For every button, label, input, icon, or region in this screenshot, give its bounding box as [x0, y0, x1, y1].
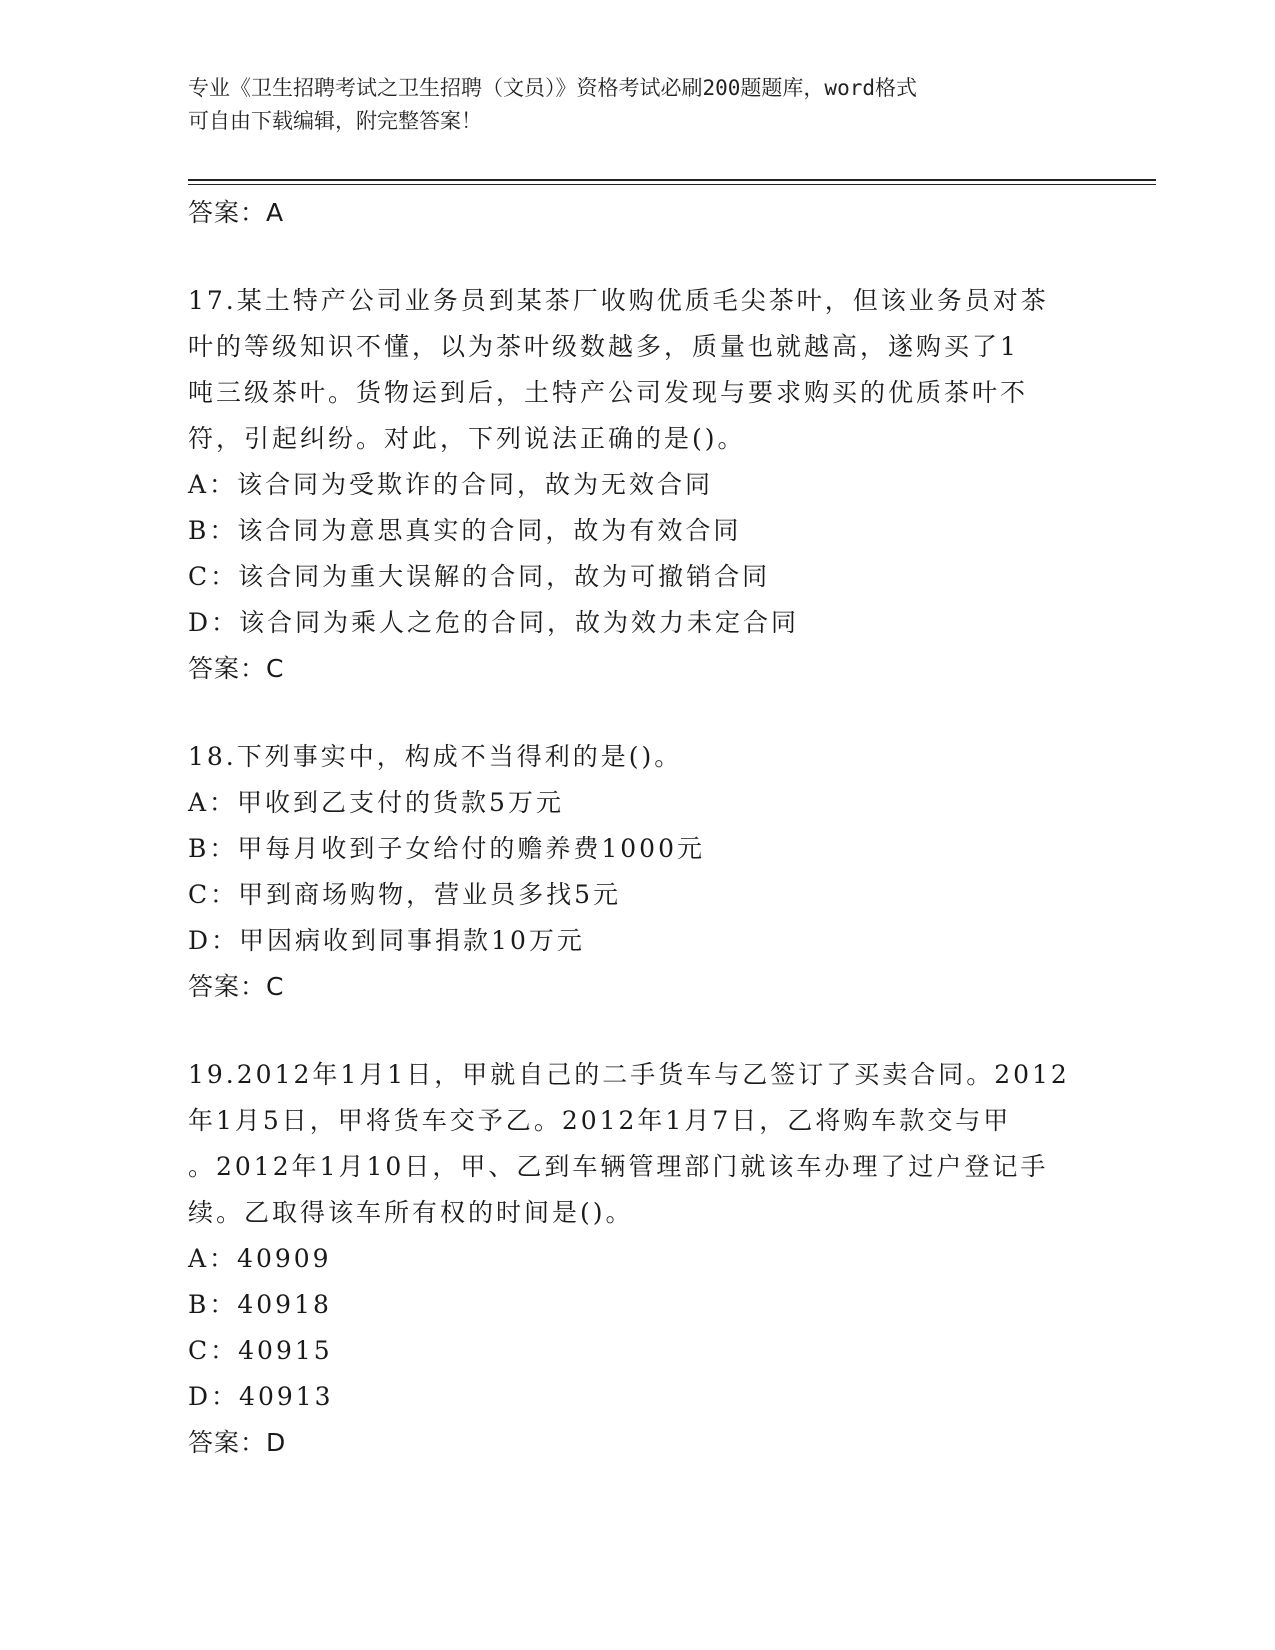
spacer	[188, 692, 1088, 734]
option-c: C：甲到商场购物，营业员多找5元	[188, 880, 622, 909]
question-stem-line: 叶的等级知识不懂，以为茶叶级数越多，质量也就越高，遂购买了1	[188, 332, 1019, 361]
answer-line: 答案：A	[188, 198, 285, 227]
option-a: A：该合同为受欺诈的合同，故为无效合同	[188, 470, 714, 499]
option-c: C：40915	[188, 1336, 333, 1365]
question-stem-line: 符，引起纠纷。对此，下列说法正确的是()。	[188, 424, 746, 453]
option-d: D：甲因病收到同事捐款10万元	[188, 926, 585, 955]
answer-line: 答案：D	[188, 1428, 287, 1457]
question-17	[188, 278, 1088, 692]
option-d: D：40913	[188, 1382, 334, 1411]
header-line: 专业《卫生招聘考试之卫生招聘（文员）》资格考试必刷200题题库，word格式	[188, 76, 917, 100]
question-stem-line: 。2012年1月10日，甲、乙到车辆管理部门就该车办理了过户登记手	[188, 1152, 1049, 1181]
question-stem-line: 吨三级茶叶。货物运到后，土特产公司发现与要求购买的优质茶叶不	[188, 378, 1029, 407]
question-stem-line: 19.2012年1月1日，甲就自己的二手货车与乙签订了买卖合同。2012	[188, 1060, 1070, 1089]
option-d: D：该合同为乘人之危的合同，故为效力未定合同	[188, 608, 800, 637]
question-stem-line: 续。乙取得该车所有权的时间是()。	[188, 1198, 634, 1227]
question-stem-line: 18.下列事实中，构成不当得利的是()。	[188, 742, 683, 771]
document-body	[188, 190, 1088, 1466]
option-b: B：甲每月收到子女给付的赡养费1000元	[188, 834, 705, 863]
question-19	[188, 1052, 1088, 1466]
answer-line: 答案：C	[188, 654, 285, 683]
header-divider	[188, 184, 1156, 185]
option-a: A：40909	[188, 1244, 332, 1273]
option-a: A：甲收到乙支付的货款5万元	[188, 788, 564, 817]
question-stem-line: 年1月5日，甲将货车交予乙。2012年1月7日，乙将购车款交与甲	[188, 1106, 1012, 1135]
option-c: C：该合同为重大误解的合同，故为可撤销合同	[188, 562, 771, 591]
header-divider	[188, 179, 1156, 181]
question-stem-line: 17.某土特产公司业务员到某茶厂收购优质毛尖茶叶，但该业务员对茶	[188, 286, 1049, 315]
spacer	[188, 236, 1088, 278]
spacer	[188, 1010, 1088, 1052]
question-18	[188, 734, 1088, 1010]
answer-line: 答案：C	[188, 972, 285, 1001]
option-b: B：该合同为意思真实的合同，故为有效合同	[188, 516, 742, 545]
header-line: 可自由下载编辑，附完整答案！	[188, 109, 482, 133]
page-header	[188, 72, 1068, 138]
option-b: B：40918	[188, 1290, 332, 1319]
